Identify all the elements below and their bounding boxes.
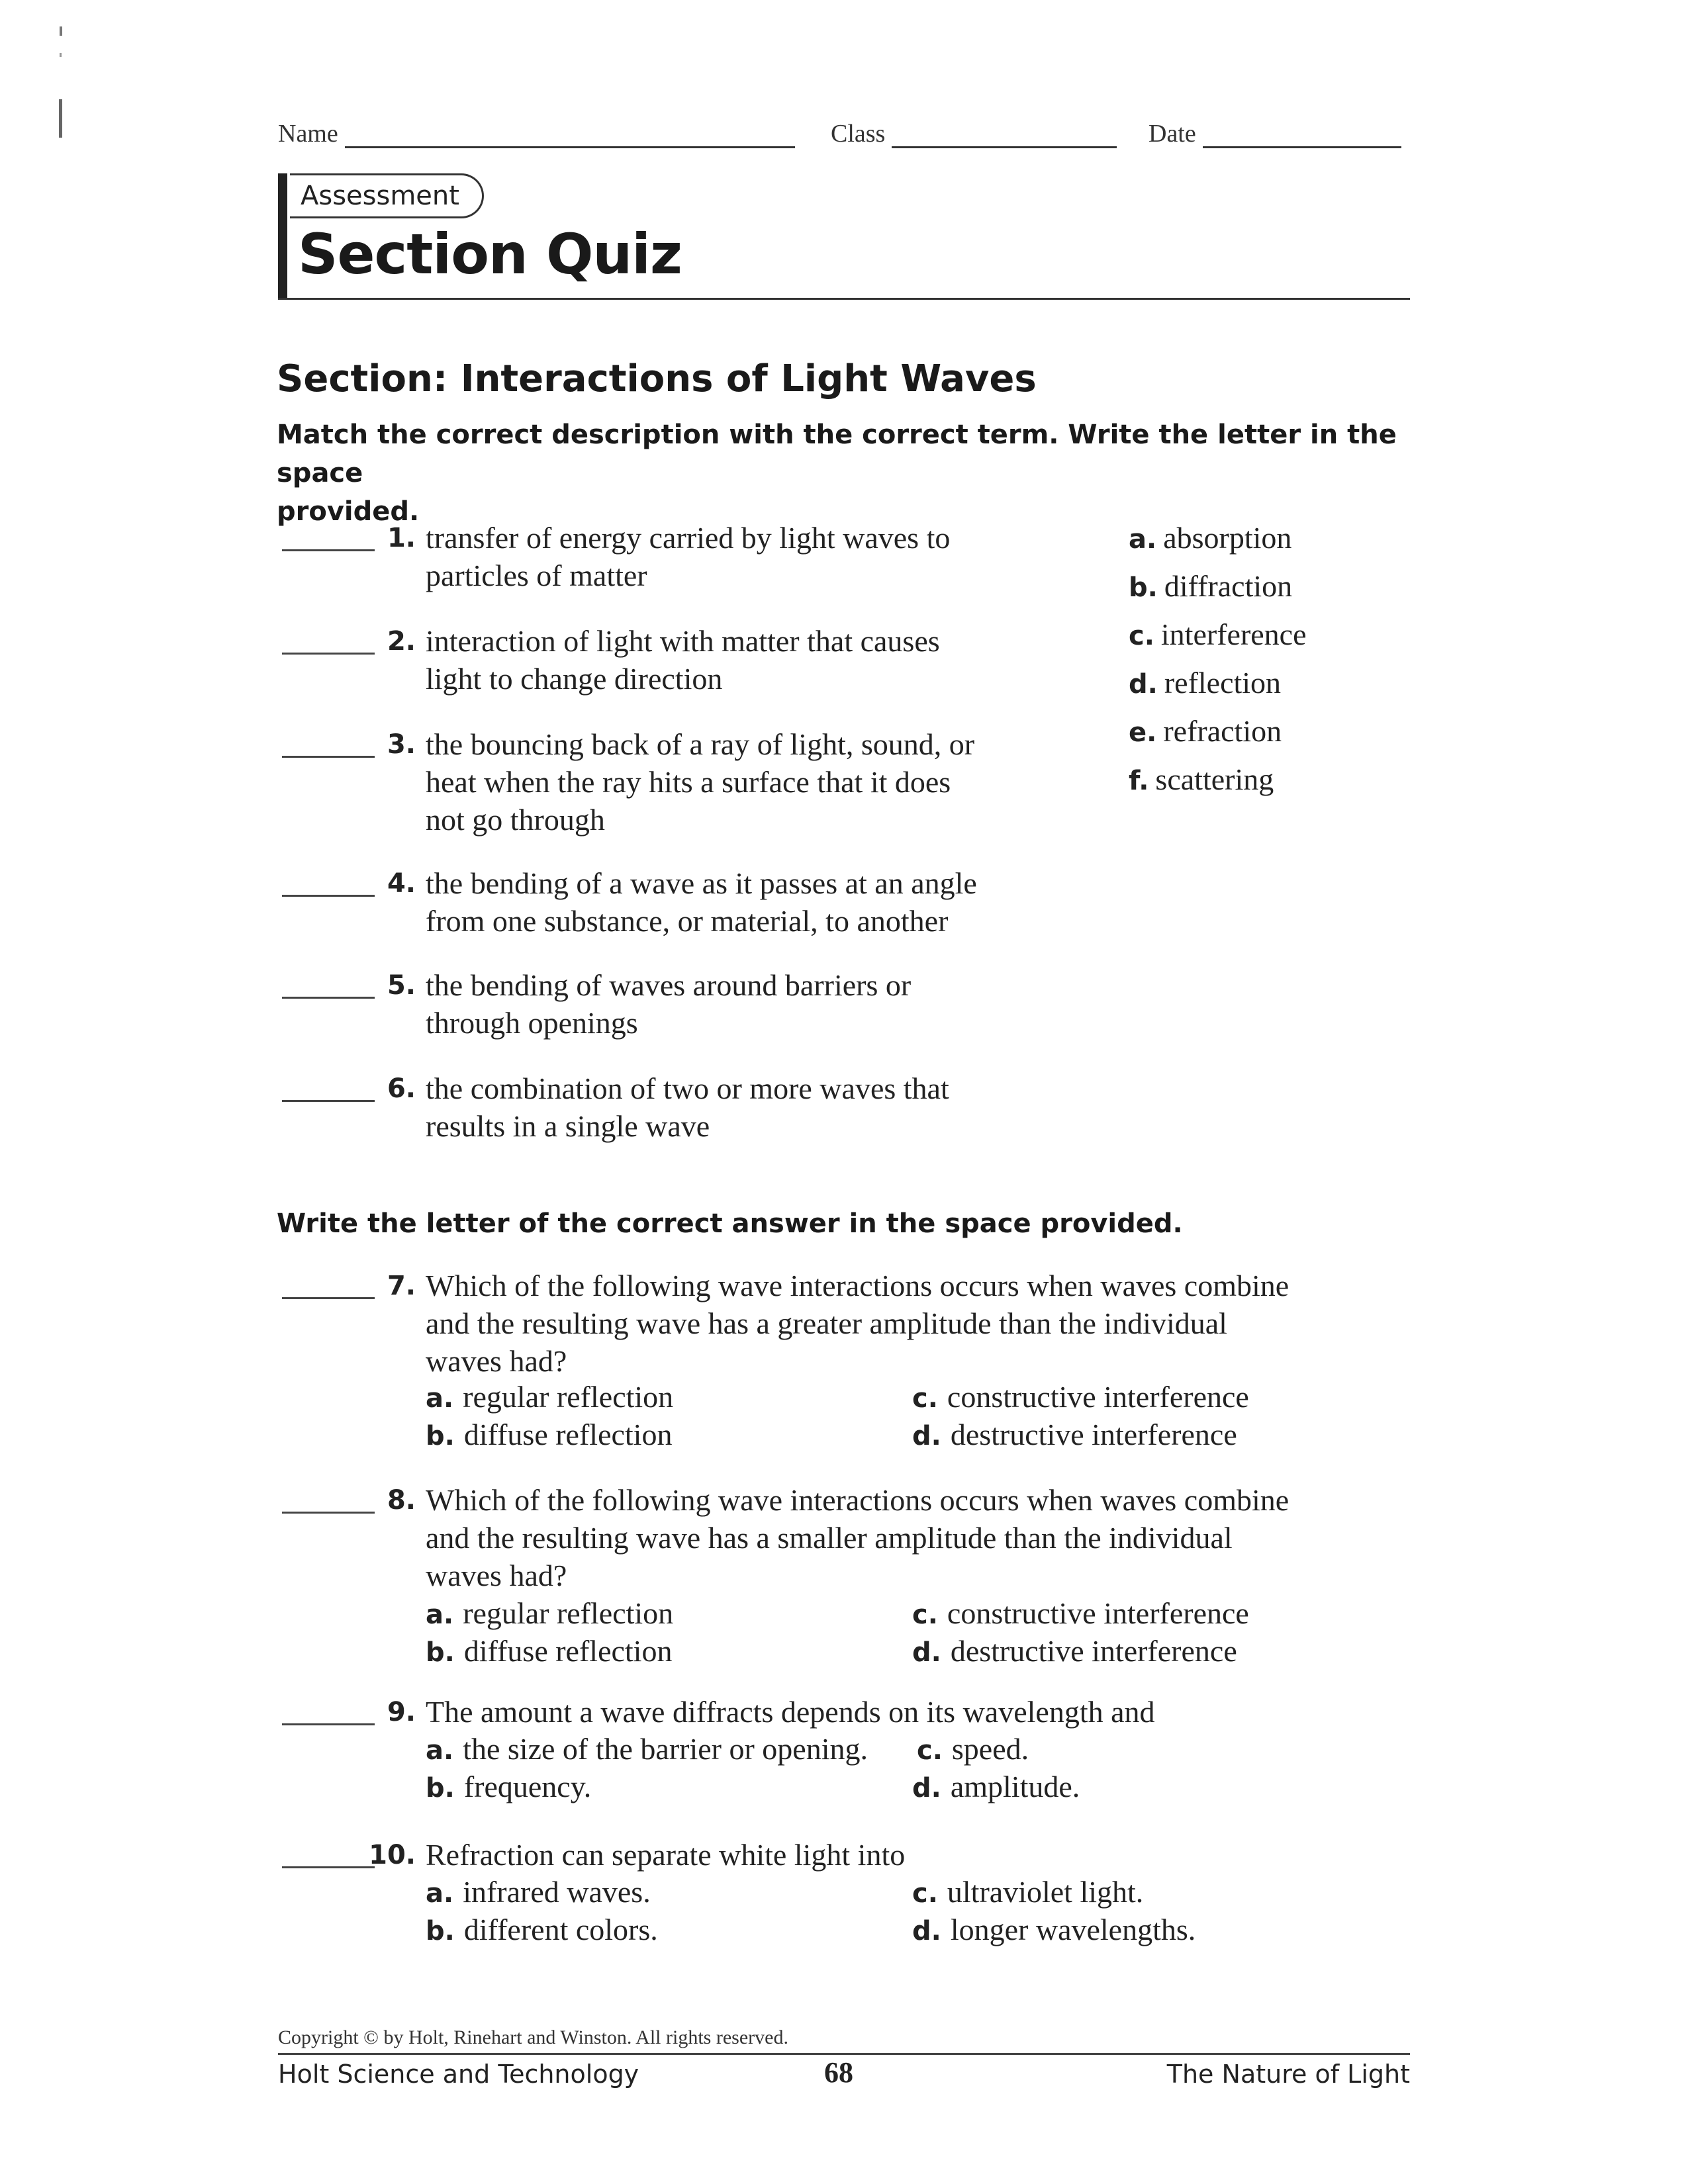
question-text: transfer of energy carried by light waves to particles of matter	[426, 521, 951, 592]
question-text: the combination of two or more waves that results in a single wave	[426, 1071, 949, 1143]
class-label: Class	[831, 120, 886, 148]
name-line[interactable]	[345, 125, 795, 148]
page-title: Section Quiz	[298, 222, 682, 287]
question-text: Which of the following wave interactions occurs when waves combine and the resulting wave has a smaller amplitude than the individual waves had?	[426, 1483, 1289, 1592]
answer-option[interactable]: a. infrared waves.	[426, 1875, 651, 1909]
answer-blank[interactable]	[282, 549, 375, 551]
answer-blank[interactable]	[282, 1297, 375, 1299]
term-item: b. diffraction	[1129, 569, 1293, 603]
answer-option[interactable]: b. diffuse reflection	[426, 1634, 673, 1668]
class-field[interactable]	[831, 119, 1117, 148]
question-text: Which of the following wave interactions occurs when waves combine and the resulting wave has a greater amplitude than the individual waves had?	[426, 1269, 1289, 1378]
answer-option[interactable]: b. frequency.	[426, 1770, 592, 1803]
question-number: 9.	[387, 1697, 416, 1727]
answer-blank[interactable]	[282, 756, 375, 758]
banner-bar	[278, 173, 287, 298]
term-item: e. refraction	[1129, 714, 1282, 748]
answer-option[interactable]: c. constructive interference	[912, 1596, 1249, 1630]
answer-option[interactable]: c. speed.	[917, 1732, 1029, 1766]
matching-instructions-line-2: provided.	[277, 496, 420, 527]
section-title: Section: Interactions of Light Waves	[277, 357, 1037, 400]
answer-option[interactable]: c. ultraviolet light.	[912, 1875, 1144, 1909]
question-number: 2.	[387, 626, 416, 657]
class-line[interactable]	[892, 125, 1117, 148]
chapter-title: The Nature of Light	[1166, 2060, 1410, 2089]
publisher-name: Holt Science and Technology	[278, 2060, 639, 2089]
assessment-tag: Assessment	[290, 173, 484, 218]
answer-option[interactable]: d. amplitude.	[912, 1770, 1080, 1803]
answer-option[interactable]: a. the size of the barrier or opening.	[426, 1732, 868, 1766]
answer-blank[interactable]	[282, 653, 375, 655]
question-number: 7.	[387, 1271, 416, 1301]
question-number: 3.	[387, 729, 416, 760]
title-divider	[278, 298, 1410, 300]
answer-option[interactable]: d. destructive interference	[912, 1634, 1237, 1668]
matching-instructions-line-1: Match the correct description with the correct term. Write the letter in the space	[277, 420, 1397, 488]
question-number: 10.	[369, 1840, 416, 1870]
question-text: Refraction can separate white light into	[426, 1838, 906, 1872]
term-item: c. interference	[1129, 617, 1307, 651]
answer-blank[interactable]	[282, 997, 375, 999]
term-item: f. scattering	[1129, 762, 1274, 796]
answer-blank[interactable]	[282, 1866, 375, 1868]
question-number: 8.	[387, 1485, 416, 1516]
question-text: the bending of waves around barriers or through openings	[426, 968, 912, 1040]
name-field[interactable]	[278, 119, 795, 148]
footer-divider	[278, 2053, 1410, 2055]
answer-blank[interactable]	[282, 1100, 375, 1102]
question-text: the bouncing back of a ray of light, sound, or heat when the ray hits a surface that it does not go through	[426, 727, 975, 837]
answer-option[interactable]: a. regular reflection	[426, 1380, 674, 1414]
answer-option[interactable]: c. constructive interference	[912, 1380, 1249, 1414]
mc-instructions: Write the letter of the correct answer in the space provided.	[277, 1208, 1183, 1239]
scan-artifact	[58, 26, 64, 139]
question-number: 6.	[387, 1073, 416, 1104]
answer-option[interactable]: b. different colors.	[426, 1913, 658, 1946]
page-number: 68	[824, 2056, 853, 2089]
date-line[interactable]	[1203, 125, 1401, 148]
answer-blank[interactable]	[282, 895, 375, 897]
answer-blank[interactable]	[282, 1512, 375, 1514]
date-field[interactable]	[1149, 119, 1401, 148]
answer-blank[interactable]	[282, 1723, 375, 1725]
name-label: Name	[278, 120, 338, 148]
term-item: d. reflection	[1129, 666, 1282, 700]
answer-option[interactable]: d. longer wavelengths.	[912, 1913, 1196, 1946]
question-text: The amount a wave diffracts depends on its wavelength and	[426, 1695, 1155, 1729]
question-number: 1.	[387, 523, 416, 553]
question-number: 4.	[387, 868, 416, 899]
question-text: interaction of light with matter that causes light to change direction	[426, 624, 940, 696]
question-number: 5.	[387, 970, 416, 1001]
matching-instructions	[277, 416, 1402, 531]
answer-option[interactable]: b. diffuse reflection	[426, 1418, 673, 1451]
question-text: the bending of a wave as it passes at an angle from one substance, or material, to another	[426, 866, 977, 938]
answer-option[interactable]: a. regular reflection	[426, 1596, 674, 1630]
date-label: Date	[1149, 120, 1196, 148]
answer-option[interactable]: d. destructive interference	[912, 1418, 1237, 1451]
copyright-notice: Copyright © by Holt, Rinehart and Winston. All rights reserved.	[278, 2026, 788, 2048]
term-item: a. absorption	[1129, 521, 1292, 555]
